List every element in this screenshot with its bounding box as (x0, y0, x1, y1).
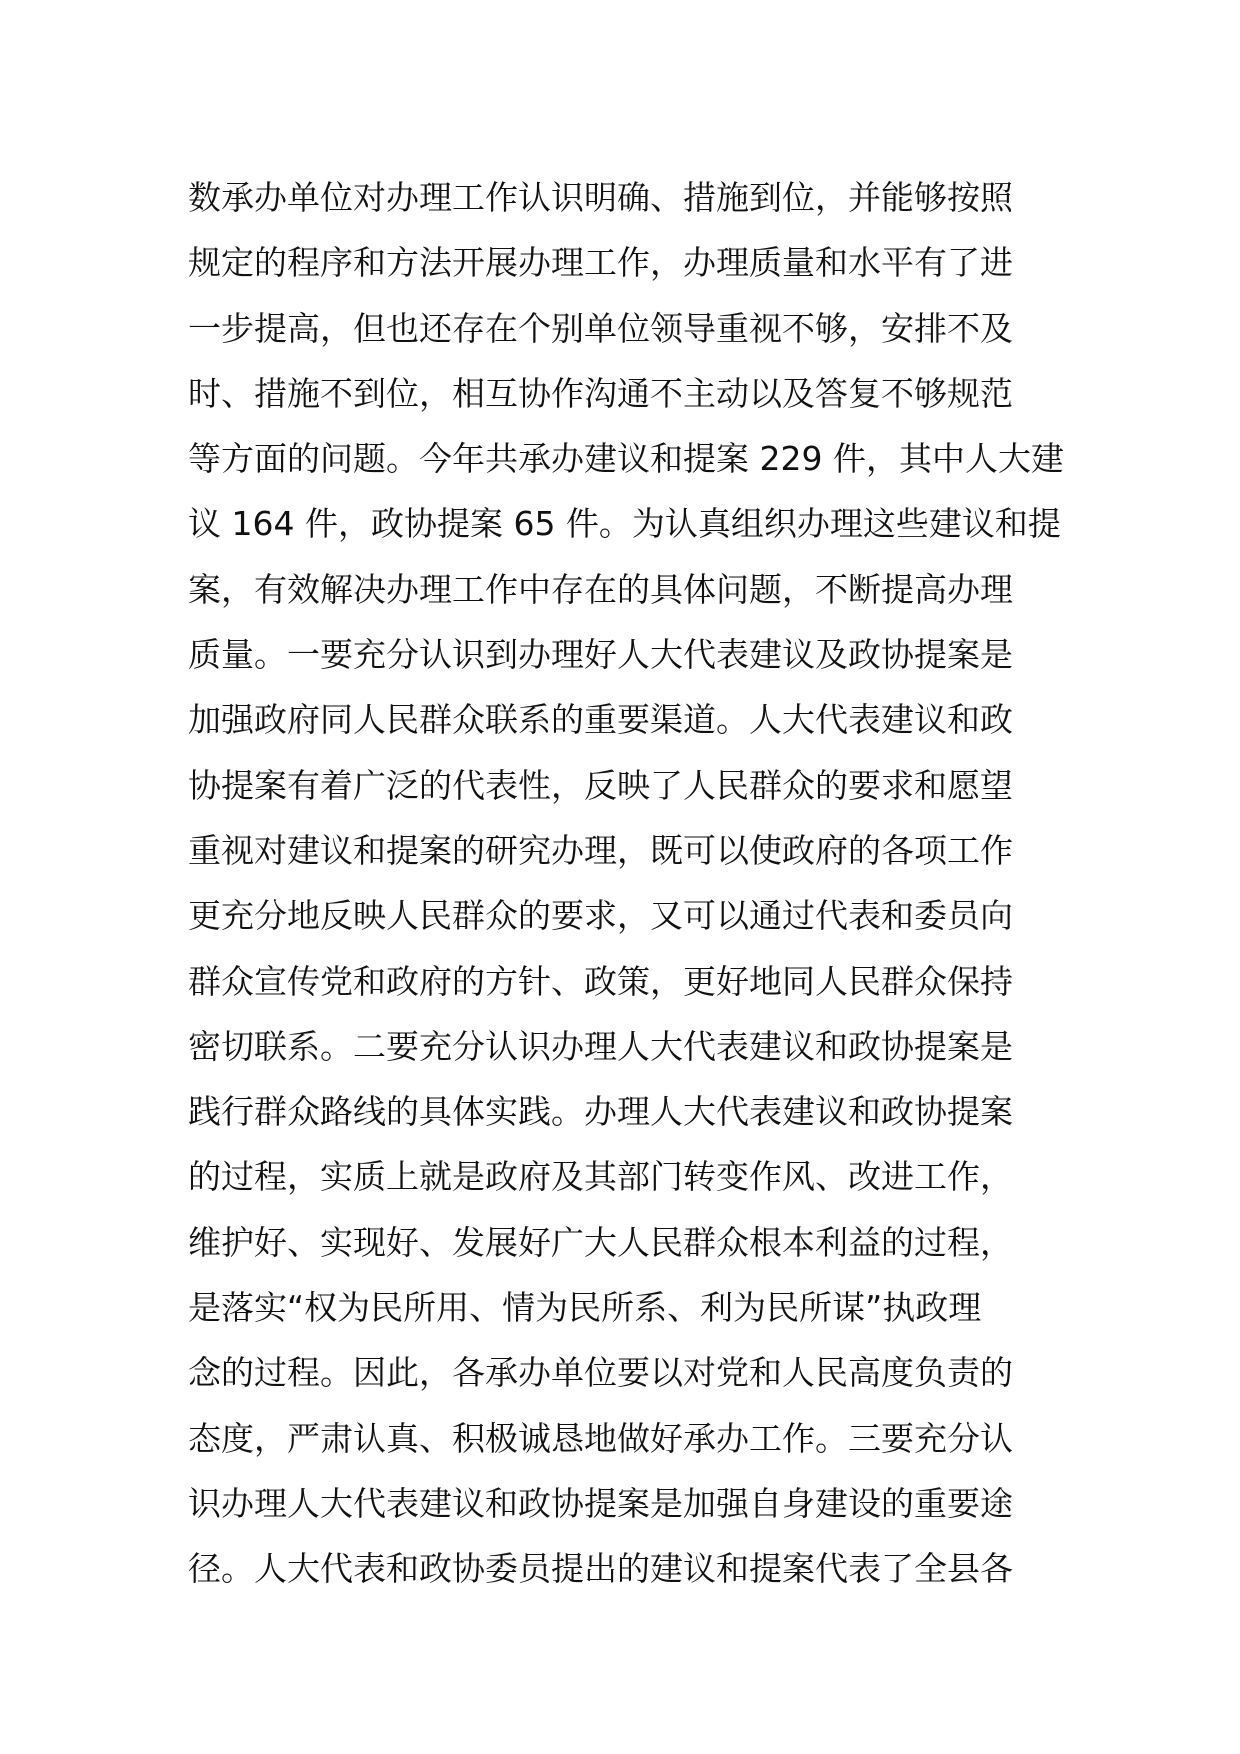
text-line: 态度，严肃认真、积极诚恳地做好承办工作。三要充分认 (188, 1418, 1013, 1458)
text-line: 重视对建议和提案的研究办理，既可以使政府的各项工作 (188, 830, 1013, 870)
text-line: 践行群众路线的具体实践。办理人大代表建议和政协提案 (188, 1092, 1013, 1132)
text-line: 径。人大代表和政协委员提出的建议和提案代表了全县各 (188, 1549, 1013, 1589)
text-line: 等方面的问题。今年共承办建议和提案 229 件，其中人大建 (188, 439, 1064, 479)
text-line: 念的过程。因此，各承办单位要以对党和人民高度负责的 (188, 1353, 1013, 1393)
text-line: 维护好、实现好、发展好广大人民群众根本利益的过程， (188, 1222, 1013, 1262)
text-line: 群众宣传党和政府的方针、政策，更好地同人民群众保持 (188, 961, 1013, 1001)
text-line: 协提案有着广泛的代表性，反映了人民群众的要求和愿望 (188, 765, 1013, 805)
text-line: 密切联系。二要充分认识办理人大代表建议和政协提案是 (188, 1026, 1013, 1066)
text-line: 识办理人大代表建议和政协提案是加强自身建设的重要途 (188, 1483, 1013, 1523)
text-line: 议 164 件，政协提案 65 件。为认真组织办理这些建议和提 (188, 504, 1061, 544)
text-line: 的过程，实质上就是政府及其部门转变作风、改进工作， (188, 1157, 1013, 1197)
text-line: 时、措施不到位，相互协作沟通不主动以及答复不够规范 (188, 373, 1013, 413)
text-line: 数承办单位对办理工作认识明确、措施到位，并能够按照 (188, 178, 1013, 217)
text-line: 案，有效解决办理工作中存在的具体问题，不断提高办理 (188, 569, 1013, 609)
text-line: 一步提高，但也还存在个别单位领导重视不够，安排不及 (188, 308, 1013, 348)
text-line: 更充分地反映人民群众的要求，又可以通过代表和委员向 (188, 896, 1013, 936)
body-text (188, 165, 1068, 1602)
text-line: 规定的程序和方法开展办理工作，办理质量和水平有了进 (188, 243, 1013, 283)
text-line: 加强政府同人民群众联系的重要渠道。人大代表建议和政 (188, 700, 1013, 740)
text-line: 质量。一要充分认识到办理好人大代表建议及政协提案是 (188, 635, 1013, 675)
text-line: 是落实“权为民所用、情为民所系、利为民所谋”执政理 (188, 1288, 982, 1328)
